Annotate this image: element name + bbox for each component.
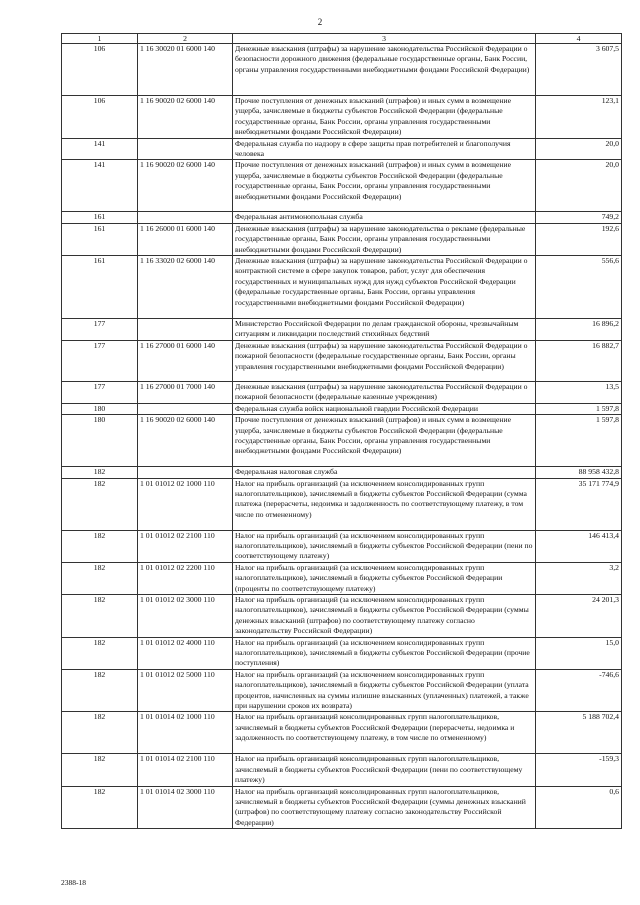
budget-code-cell	[138, 212, 233, 223]
budget-code-cell: 1 01 01012 02 4000 110	[138, 637, 233, 669]
column-number-row	[62, 34, 622, 44]
budget-code-cell	[138, 319, 233, 341]
amount-cell: 20,0	[536, 160, 622, 212]
table-row	[62, 467, 622, 478]
table-row	[62, 712, 622, 754]
revenue-name-cell: Федеральная антимонопольная служба	[233, 212, 536, 223]
revenue-name-cell: Прочие поступления от денежных взысканий (штрафов) и иных сумм в возмещение ущерба, зачисляемые в бюджеты субъектов Российской Федерации (федеральные государственные органы, Банк России, органы управления государственными внебюджетными фондами Российской Федерации)	[233, 160, 536, 212]
admin-code-cell: 177	[62, 381, 138, 403]
table-row	[62, 786, 622, 829]
admin-code-cell: 141	[62, 160, 138, 212]
revenue-name-cell: Налог на прибыль организаций (за исключением консолидированных групп налогоплательщиков), зачисляемый в бюджеты субъектов Российской Федерации (сумма платежа (перерасчеты, недоимка и задолженность по соответствующему платежу, в том числе по отмененному)	[233, 478, 536, 530]
amount-cell: 3,2	[536, 562, 622, 594]
revenue-name-cell: Прочие поступления от денежных взысканий (штрафов) и иных сумм в возмещение ущерба, зачисляемые в бюджеты субъектов Российской Федерации (федеральные государственные органы, Банк России, органы управления государственными внебюджетными фондами Российской Федерации)	[233, 96, 536, 139]
revenue-name-cell: Налог на прибыль организаций (за исключением консолидированных групп налогоплательщиков), зачисляемый в бюджеты субъектов Российской Федерации (проценты по соответствующему платежу)	[233, 562, 536, 594]
amount-cell: 16 882,7	[536, 340, 622, 381]
revenue-name-cell: Министерство Российской Федерации по делам гражданской обороны, чрезвычайным ситуациям и ликвидации последствий стихийных бедствий	[233, 319, 536, 341]
admin-code-cell: 182	[62, 754, 138, 786]
amount-cell: 24 201,3	[536, 594, 622, 637]
revenue-name-cell: Налог на прибыль организаций (за исключением консолидированных групп налогоплательщиков), зачисляемый в бюджеты субъектов Российской Федерации (суммы денежных взысканий (штрафов) по соответствующему платежу согласно законодательству Российской Федерации)	[233, 594, 536, 637]
table-row	[62, 562, 622, 594]
amount-cell: 123,1	[536, 96, 622, 139]
admin-code-cell: 177	[62, 340, 138, 381]
amount-cell: 1 597,8	[536, 403, 622, 414]
admin-code-cell: 182	[62, 669, 138, 712]
revenue-table	[61, 33, 622, 829]
table-row	[62, 594, 622, 637]
amount-cell: 192,6	[536, 223, 622, 255]
document-code: 2388-18	[61, 878, 86, 887]
revenue-name-cell: Денежные взыскания (штрафы) за нарушение законодательства о рекламе (федеральные государственные органы, Банк России, органы управления государственными внебюджетными фондами Российской Федерации)	[233, 223, 536, 255]
admin-code-cell: 180	[62, 403, 138, 414]
revenue-name-cell: Налог на прибыль организаций консолидированных групп налогоплательщиков, зачисляемый в бюджеты субъектов Российской Федерации (пени по соответствующему платежу)	[233, 754, 536, 786]
admin-code-cell: 182	[62, 530, 138, 562]
admin-code-cell: 177	[62, 319, 138, 341]
admin-code-cell: 182	[62, 562, 138, 594]
amount-cell: 13,5	[536, 381, 622, 403]
budget-code-cell: 1 01 01014 02 1000 110	[138, 712, 233, 754]
budget-code-cell	[138, 467, 233, 478]
amount-cell: 749,2	[536, 212, 622, 223]
admin-code-cell: 182	[62, 594, 138, 637]
amount-cell: 20,0	[536, 138, 622, 160]
budget-code-cell: 1 16 33020 02 6000 140	[138, 256, 233, 319]
revenue-name-cell: Налог на прибыль организаций консолидированных групп налогоплательщиков, зачисляемый в бюджеты субъектов Российской Федерации (перерасчеты, недоимка и задолженность по соответствующему платежу, в том числе по отмененному)	[233, 712, 536, 754]
amount-cell: 556,6	[536, 256, 622, 319]
budget-code-cell: 1 01 01014 02 2100 110	[138, 754, 233, 786]
column-header: 2	[138, 34, 233, 44]
admin-code-cell: 141	[62, 138, 138, 160]
table-row	[62, 44, 622, 96]
amount-cell: -159,3	[536, 754, 622, 786]
amount-cell: 5 188 702,4	[536, 712, 622, 754]
admin-code-cell: 161	[62, 212, 138, 223]
budget-code-cell: 1 16 27000 01 7000 140	[138, 381, 233, 403]
admin-code-cell: 182	[62, 786, 138, 829]
budget-code-cell	[138, 403, 233, 414]
column-header: 4	[536, 34, 622, 44]
budget-code-cell: 1 16 90020 02 6000 140	[138, 415, 233, 467]
table-row	[62, 256, 622, 319]
revenue-name-cell: Федеральная служба по надзору в сфере защиты прав потребителей и благополучия человека	[233, 138, 536, 160]
table-row	[62, 160, 622, 212]
revenue-name-cell: Денежные взыскания (штрафы) за нарушение законодательства Российской Федерации о контрактной системе в сфере закупок товаров, работ, услуг для обеспечения государственных и муниципальных нужд для нужд субъектов Российской Федерации (федеральные государственные органы, Банк России, органы управления государственными внебюджетными фондами Российской Федерации)	[233, 256, 536, 319]
admin-code-cell: 180	[62, 415, 138, 467]
table-row	[62, 381, 622, 403]
amount-cell: 16 896,2	[536, 319, 622, 341]
revenue-name-cell: Денежные взыскания (штрафы) за нарушение законодательства Российской Федерации о пожарной безопасности (федеральные казенные учреждения)	[233, 381, 536, 403]
amount-cell: 15,0	[536, 637, 622, 669]
amount-cell: 146 413,4	[536, 530, 622, 562]
table-row	[62, 340, 622, 381]
budget-code-cell: 1 16 27000 01 6000 140	[138, 340, 233, 381]
budget-code-cell: 1 01 01012 02 2200 110	[138, 562, 233, 594]
budget-code-cell: 1 01 01012 02 5000 110	[138, 669, 233, 712]
table-row	[62, 478, 622, 530]
amount-cell: 3 607,5	[536, 44, 622, 96]
table-row	[62, 138, 622, 160]
admin-code-cell: 161	[62, 256, 138, 319]
table-row	[62, 415, 622, 467]
revenue-name-cell: Налог на прибыль организаций (за исключением консолидированных групп налогоплательщиков), зачисляемый в бюджеты субъектов Российской Федерации (уплата процентов, начисленных на суммы излишне взысканных (уплаченных) платежей, а также при нарушении сроков их возврата)	[233, 669, 536, 712]
revenue-name-cell: Федеральная налоговая служба	[233, 467, 536, 478]
table-row	[62, 212, 622, 223]
revenue-name-cell: Денежные взыскания (штрафы) за нарушение законодательства Российской Федерации о безопасности дорожного движения (федеральные государственные органы, Банк России, органы управления государственными внебюджетными фондами Российской Федерации)	[233, 44, 536, 96]
table-row	[62, 96, 622, 139]
budget-code-cell: 1 16 30020 01 6000 140	[138, 44, 233, 96]
budget-code-cell	[138, 138, 233, 160]
amount-cell: 88 958 432,8	[536, 467, 622, 478]
page-number: 2	[317, 17, 323, 27]
table-row	[62, 669, 622, 712]
budget-code-cell: 1 16 26000 01 6000 140	[138, 223, 233, 255]
budget-code-cell: 1 01 01012 02 1000 110	[138, 478, 233, 530]
budget-code-cell: 1 01 01012 02 3000 110	[138, 594, 233, 637]
revenue-name-cell: Налог на прибыль организаций (за исключением консолидированных групп налогоплательщиков), зачисляемый в бюджеты субъектов Российской Федерации (прочие поступления)	[233, 637, 536, 669]
budget-code-cell: 1 16 90020 02 6000 140	[138, 96, 233, 139]
revenue-name-cell: Налог на прибыль организаций консолидированных групп налогоплательщиков, зачисляемый в бюджеты субъектов Российской Федерации (суммы денежных взысканий (штрафов) по соответствующему платежу согласно законодательству Российской Федерации)	[233, 786, 536, 829]
revenue-name-cell: Федеральная служба войск национальной гвардии Российской Федерации	[233, 403, 536, 414]
revenue-name-cell: Денежные взыскания (штрафы) за нарушение законодательства Российской Федерации о пожарной безопасности (федеральные государственные органы, Банк России, органы управления государственными внебюджетными фондами Российской Федерации)	[233, 340, 536, 381]
amount-cell: 0,6	[536, 786, 622, 829]
admin-code-cell: 161	[62, 223, 138, 255]
budget-code-cell: 1 01 01014 02 3000 110	[138, 786, 233, 829]
column-header: 1	[62, 34, 138, 44]
table-row	[62, 319, 622, 341]
budget-code-cell: 1 16 90020 02 6000 140	[138, 160, 233, 212]
amount-cell: 35 171 774,9	[536, 478, 622, 530]
budget-code-cell: 1 01 01012 02 2100 110	[138, 530, 233, 562]
amount-cell: -746,6	[536, 669, 622, 712]
table-row	[62, 403, 622, 414]
revenue-name-cell: Налог на прибыль организаций (за исключением консолидированных групп налогоплательщиков), зачисляемый в бюджеты субъектов Российской Федерации (пени по соответствующему платежу)	[233, 530, 536, 562]
amount-cell: 1 597,8	[536, 415, 622, 467]
admin-code-cell: 182	[62, 637, 138, 669]
admin-code-cell: 106	[62, 96, 138, 139]
revenue-name-cell: Прочие поступления от денежных взысканий (штрафов) и иных сумм в возмещение ущерба, зачисляемые в бюджеты субъектов Российской Федерации (федеральные государственные органы, Банк России, органы управления государственными внебюджетными фондами Российской Федерации)	[233, 415, 536, 467]
admin-code-cell: 106	[62, 44, 138, 96]
admin-code-cell: 182	[62, 478, 138, 530]
table-row	[62, 637, 622, 669]
admin-code-cell: 182	[62, 467, 138, 478]
table-row	[62, 530, 622, 562]
admin-code-cell: 182	[62, 712, 138, 754]
table-row	[62, 223, 622, 255]
table-row	[62, 754, 622, 786]
column-header: 3	[233, 34, 536, 44]
